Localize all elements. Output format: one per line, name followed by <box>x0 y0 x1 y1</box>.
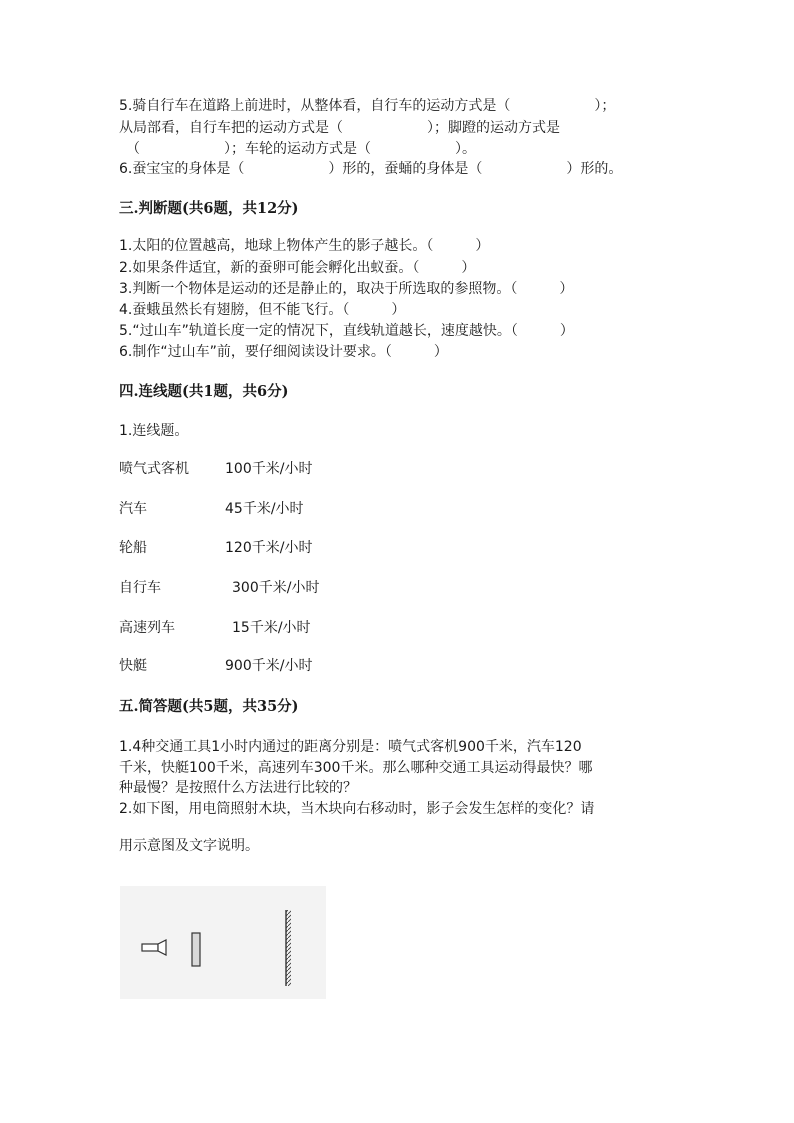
match-right-item: 100千米/小时 <box>225 461 313 477</box>
q5-line-2: 从局部看，自行车把的运动方式是（ ）；脚蹬的运动方式是 <box>119 120 560 136</box>
match-right-item: 300千米/小时 <box>232 580 320 596</box>
judge-item-5: 5.“过山车”轨道长度一定的情况下，直线轨道越长，速度越快。（ ） <box>119 323 574 339</box>
wooden-block <box>192 933 200 966</box>
match-right-item: 900千米/小时 <box>225 658 313 674</box>
match-right-item: 45千米/小时 <box>225 501 304 517</box>
matching-prompt: 1.连线题。 <box>119 423 189 439</box>
sa-q1-line-3: 种最慢？是按照什么方法进行比较的？ <box>119 780 357 796</box>
judge-item-3: 3.判断一个物体是运动的还是静止的，取决于所选取的参照物。（ ） <box>119 281 574 297</box>
match-left-item: 自行车 <box>119 580 161 596</box>
judge-heading: 三.判断题(共6题，共12分) <box>119 200 299 217</box>
q6-line: 6.蚕宝宝的身体是（ ）形的，蚕蛹的身体是（ ）形的。 <box>119 161 623 177</box>
match-left-item: 轮船 <box>119 540 147 556</box>
match-left-item: 汽车 <box>119 501 147 517</box>
q5-line-3: （ ）；车轮的运动方式是（ ）。 <box>119 141 476 157</box>
sa-q1-line-2: 千米，快艇100千米，高速列车300千米。那么哪种交通工具运动得最快？哪 <box>119 760 593 776</box>
matching-heading: 四.连线题(共1题，共6分) <box>119 383 289 400</box>
judge-item-2: 2.如果条件适宜，新的蚕卵可能会孵化出蚁蚕。（ ） <box>119 260 476 276</box>
sa-q2-line-1: 2.如下图，用电筒照射木块，当木块向右移动时，影子会发生怎样的变化？请 <box>119 801 595 817</box>
match-right-item: 120千米/小时 <box>225 540 313 556</box>
q5-line-1: 5.骑自行车在道路上前进时，从整体看，自行车的运动方式是（ ）； <box>119 98 616 114</box>
match-left-item: 喷气式客机 <box>119 461 189 477</box>
wall <box>286 910 291 986</box>
match-left-item: 高速列车 <box>119 620 175 636</box>
sa-q1-line-1: 1.4种交通工具1小时内通过的距离分别是：喷气式客机900千米，汽车120 <box>119 739 582 755</box>
short-answer-heading: 五.简答题(共5题，共35分) <box>119 698 299 715</box>
judge-item-4: 4.蚕蛾虽然长有翅膀，但不能飞行。（ ） <box>119 302 406 318</box>
match-right-item: 15千米/小时 <box>232 620 311 636</box>
judge-item-1: 1.太阳的位置越高，地球上物体产生的影子越长。（ ） <box>119 238 490 254</box>
figure-background <box>120 886 326 999</box>
judge-item-6: 6.制作“过山车”前，要仔细阅读设计要求。（ ） <box>119 344 448 360</box>
sa-q2-line-2: 用示意图及文字说明。 <box>119 838 259 854</box>
match-left-item: 快艇 <box>119 658 147 674</box>
flashlight-block-wall-figure <box>120 886 326 999</box>
